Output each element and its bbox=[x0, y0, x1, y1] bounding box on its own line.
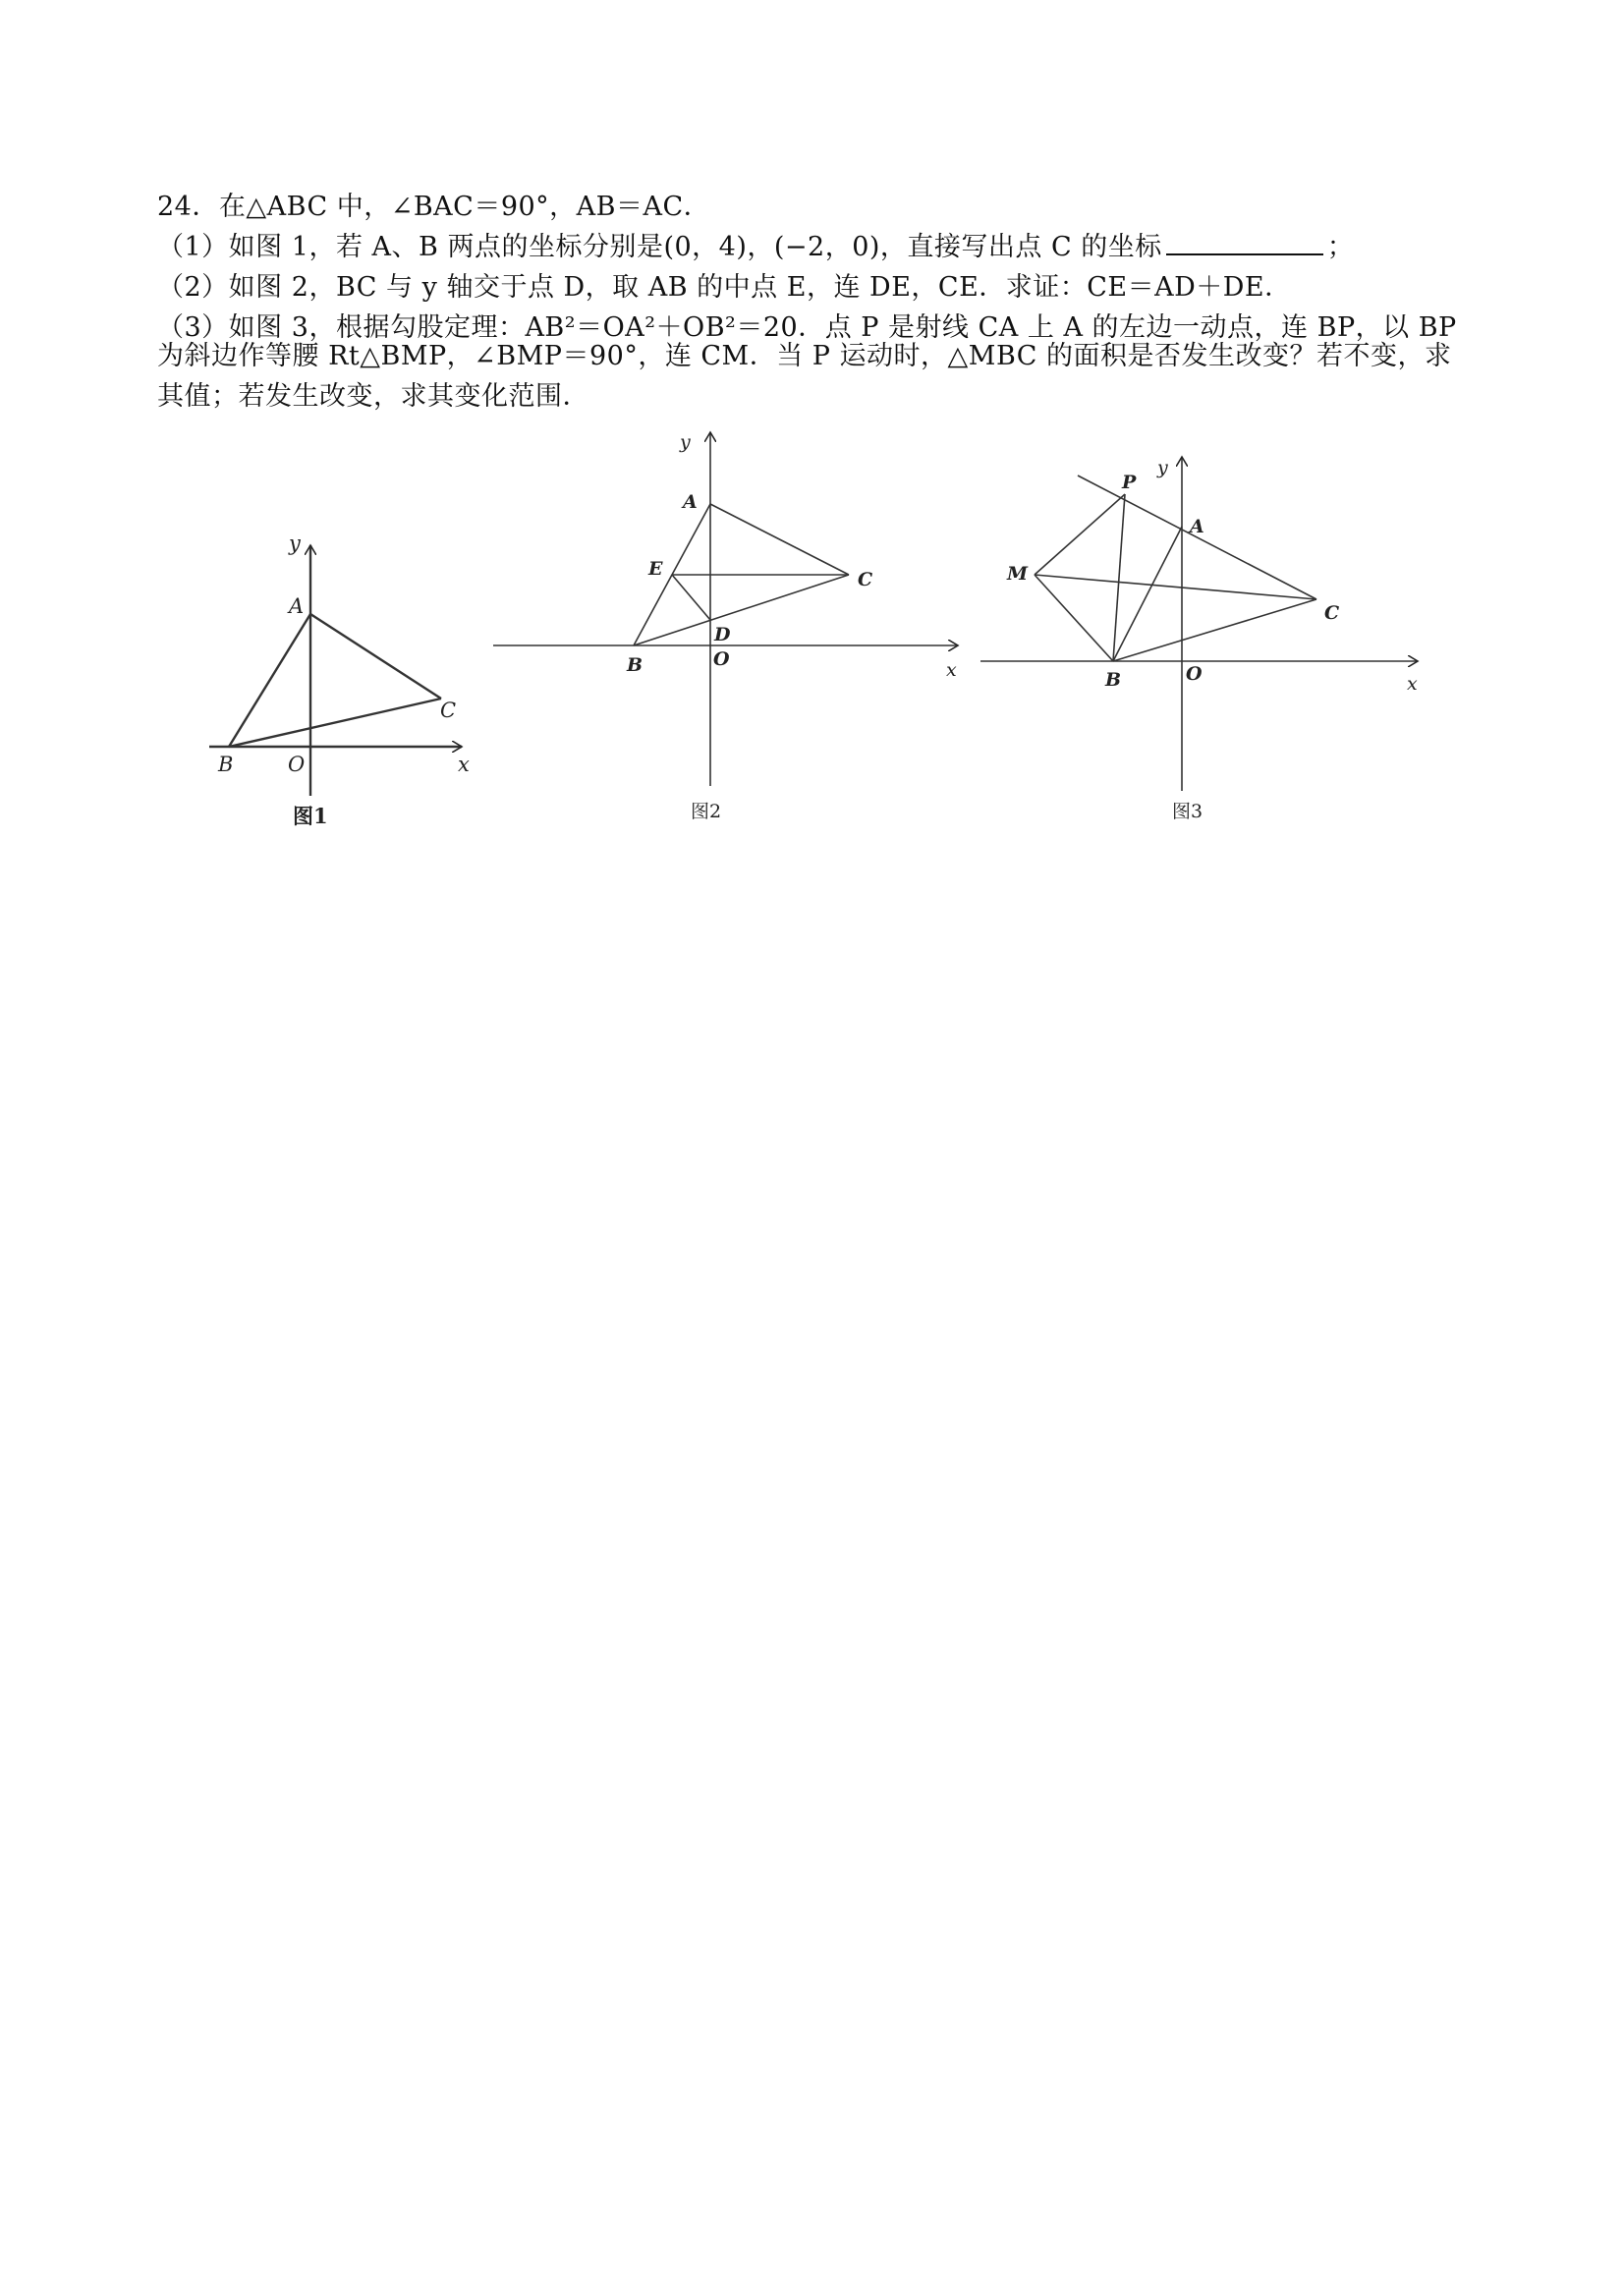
figure-3 bbox=[980, 457, 1418, 791]
fig1-side-ba bbox=[229, 614, 310, 747]
fig3-label-c: C bbox=[1324, 602, 1340, 624]
fig2-label-o: O bbox=[713, 648, 730, 670]
question-2: （2）如图 2，BC 与 y 轴交于点 D，取 AB 的中点 E，连 DE，CE．求证：CE＝AD＋DE． bbox=[157, 272, 1292, 303]
question-1-text: （1）如图 1，若 A、B 两点的坐标分别是(0，4)，(−2，0)，直接写出点 C 的坐标 bbox=[157, 232, 1162, 262]
fig2-label-y: y bbox=[680, 431, 691, 453]
fig1-label-c: C bbox=[440, 699, 457, 722]
fig3-label-p: P bbox=[1122, 472, 1137, 493]
question-3-line-2: 为斜边作等腰 Rt△BMP，∠BMP＝90°，连 CM．当 P 运动时，△MBC 的面积是否发生改变？若不变，求 bbox=[157, 341, 1452, 371]
figure-2 bbox=[493, 432, 958, 786]
problem-title: 24．在△ABC 中，∠BAC＝90°，AB＝AC． bbox=[157, 192, 711, 222]
figure-1-labels bbox=[217, 532, 470, 776]
fig2-label-a: A bbox=[683, 491, 698, 513]
fig2-label-x: x bbox=[946, 659, 957, 681]
fig3-label-a: A bbox=[1190, 516, 1204, 537]
fig1-caption: 图1 bbox=[293, 804, 328, 828]
question-3-line-1: （3）如图 3，根据勾股定理：AB²＝OA²＋OB²＝20．点 P 是射线 CA 上 A 的左边一动点，连 BP，以 BP bbox=[157, 312, 1457, 343]
question-3-line-3: 其值；若发生改变，求其变化范围． bbox=[157, 381, 589, 412]
fig3-label-x: x bbox=[1407, 673, 1418, 695]
fig3-side-ba bbox=[1113, 527, 1182, 661]
fig3-label-b: B bbox=[1105, 669, 1122, 691]
fig1-side-ac bbox=[310, 614, 441, 699]
fig1-label-x: x bbox=[458, 753, 470, 776]
fig3-segment-mc bbox=[1035, 575, 1316, 599]
fig2-label-e: E bbox=[648, 558, 663, 580]
fig2-side-ac bbox=[710, 504, 849, 575]
fig3-side-bc bbox=[1113, 599, 1316, 661]
fig2-label-d: D bbox=[714, 624, 731, 645]
figure-1 bbox=[209, 545, 462, 796]
figure-3-labels bbox=[1006, 457, 1418, 695]
question-1-end: ； bbox=[1326, 232, 1355, 262]
fig3-label-o: O bbox=[1186, 663, 1203, 685]
fig3-ray-ca bbox=[1078, 476, 1316, 599]
fig1-label-y: y bbox=[289, 532, 301, 555]
fig3-side-mp bbox=[1035, 494, 1125, 575]
fig3-label-y: y bbox=[1157, 457, 1168, 478]
fig3-label-m: M bbox=[1007, 563, 1029, 585]
fig3-caption: 图3 bbox=[1172, 801, 1203, 822]
figure-2-labels bbox=[626, 431, 957, 681]
fig3-side-bp bbox=[1113, 494, 1125, 661]
fig2-label-c: C bbox=[858, 569, 873, 590]
fig1-label-b: B bbox=[218, 753, 234, 776]
fig2-caption: 图2 bbox=[691, 801, 722, 822]
fig1-side-bc bbox=[229, 699, 441, 747]
fig1-label-o: O bbox=[288, 753, 306, 776]
fig2-segment-ed bbox=[672, 575, 710, 620]
fig2-label-b: B bbox=[627, 654, 644, 676]
fig3-side-mb bbox=[1035, 575, 1113, 661]
fig1-label-a: A bbox=[289, 594, 305, 618]
